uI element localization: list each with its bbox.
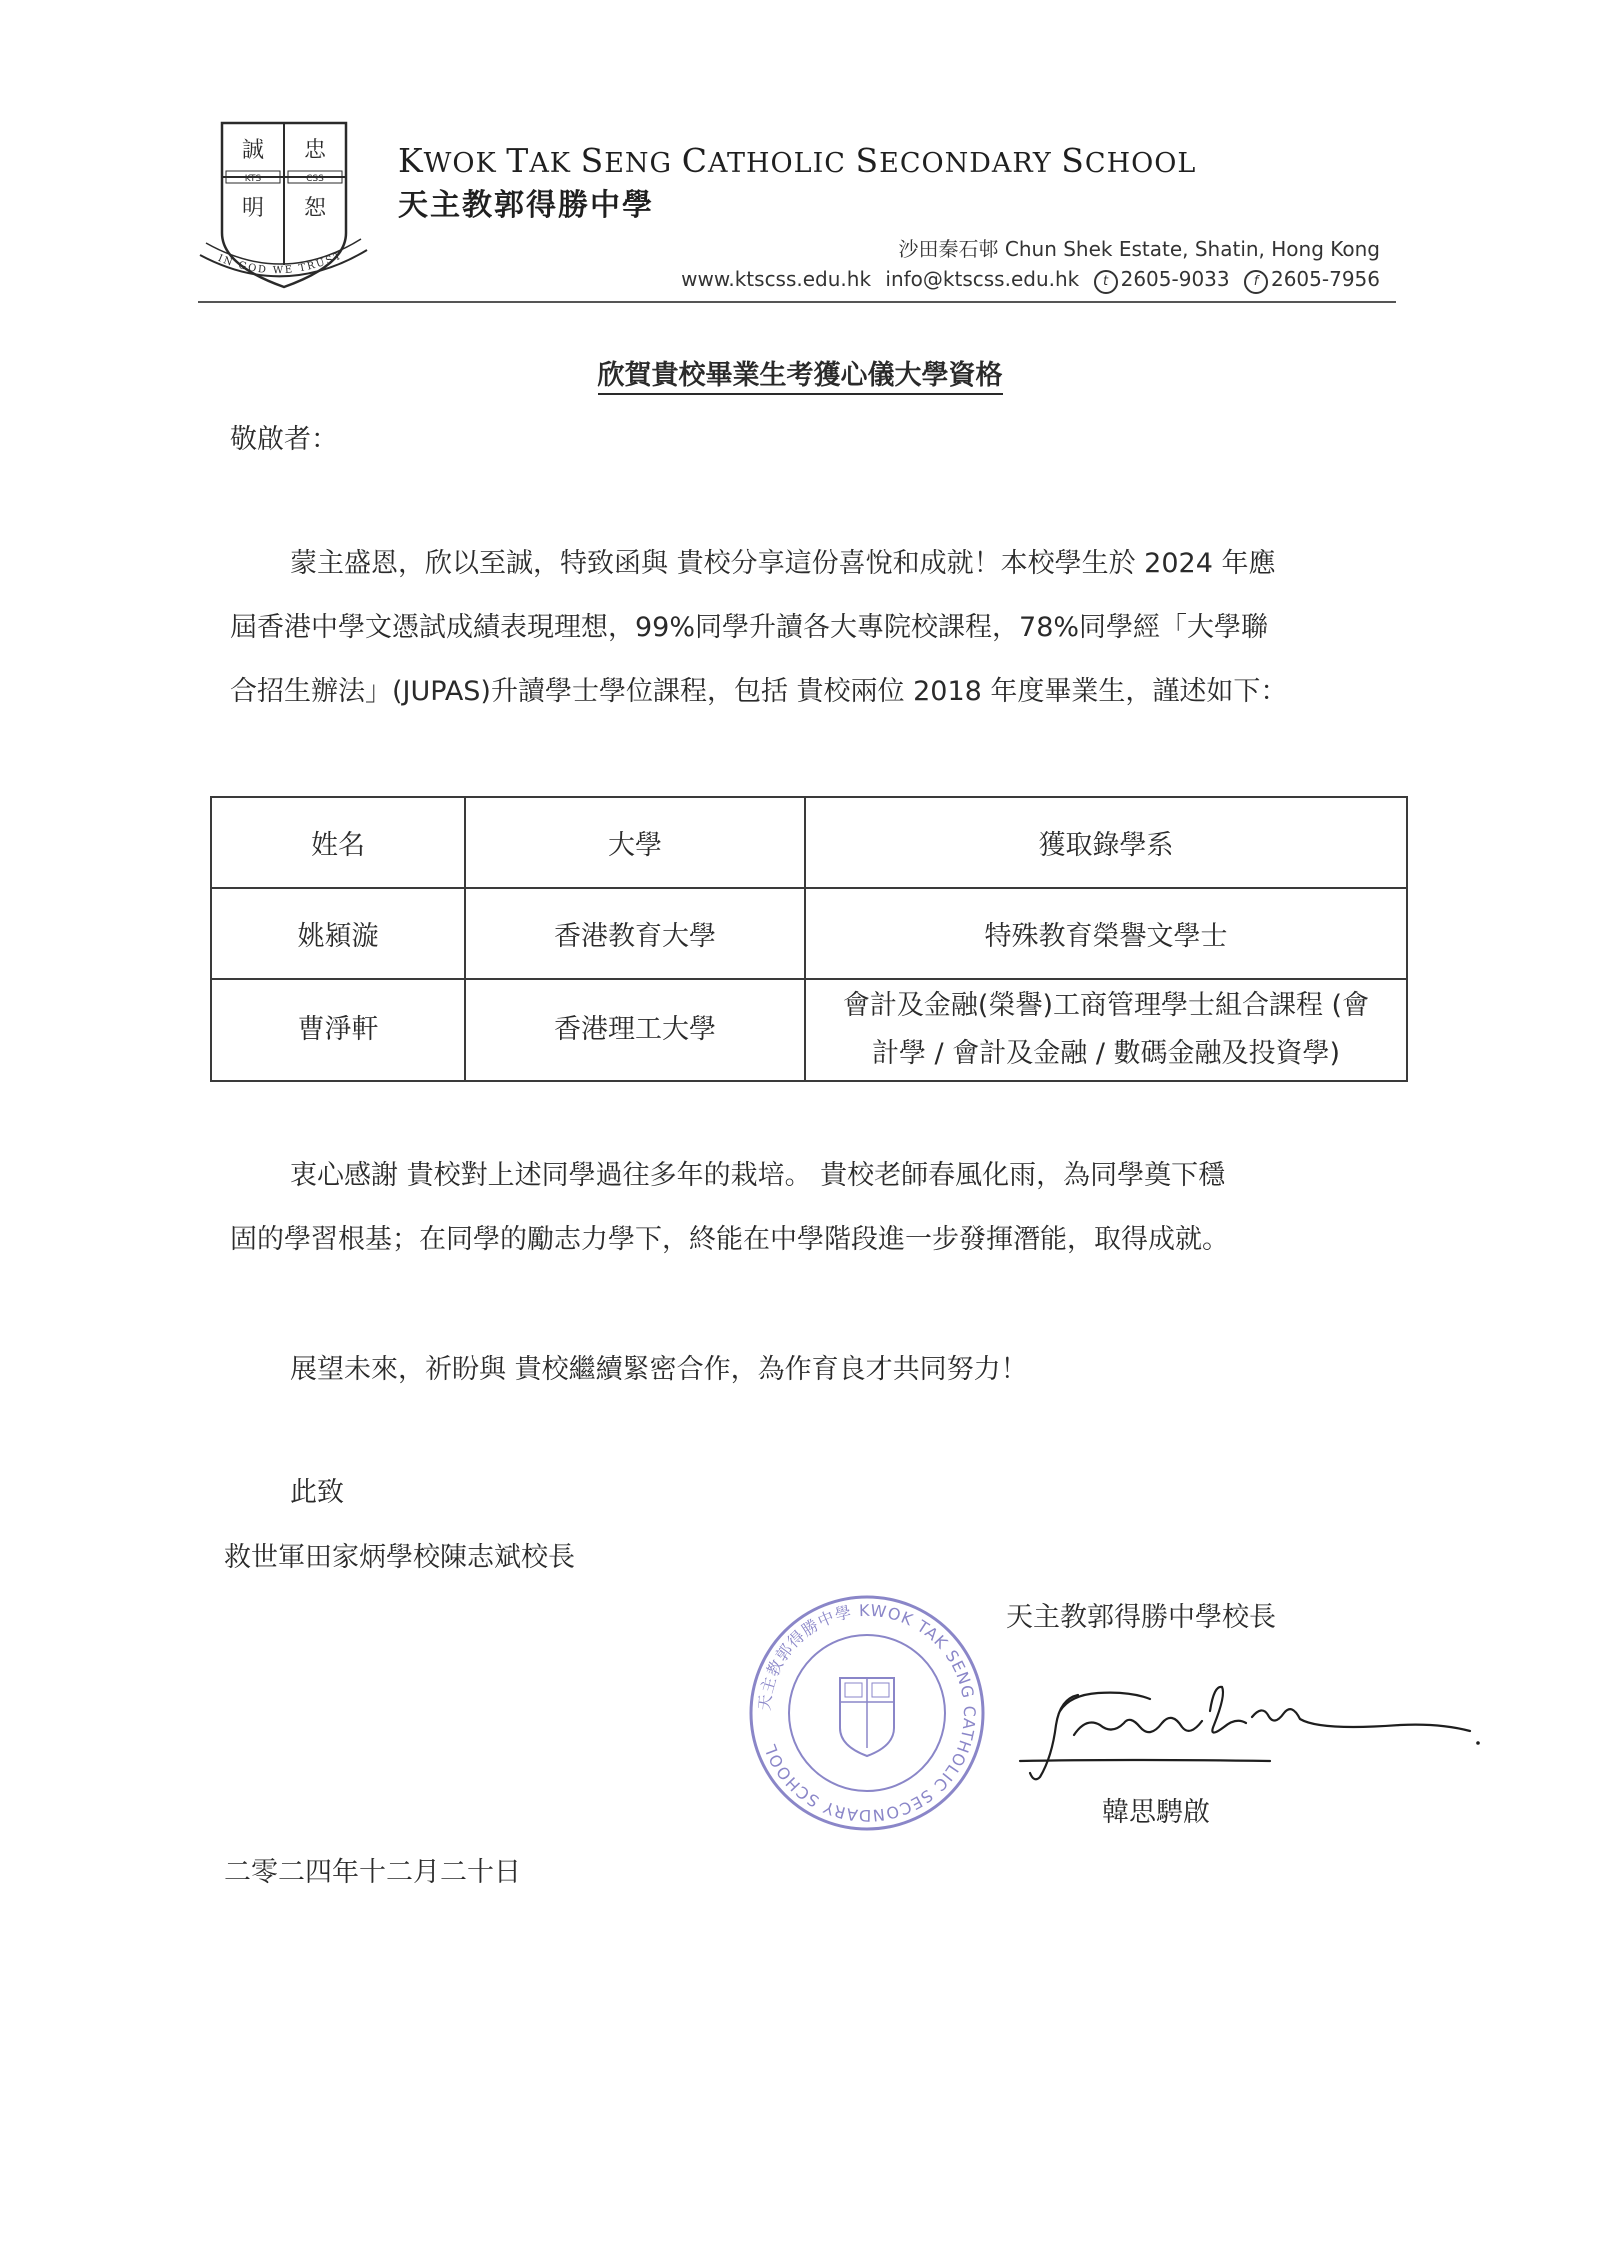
website-link[interactable]: www.ktscss.edu.hk [681, 267, 872, 291]
school-name-en: KWOK TAK SENG CATHOLIC SECONDARY SCHOOL [398, 141, 1197, 180]
seal-ring-text: 天主教郭得勝中學 KWOK TAK SENG CATHOLIC SECONDARY SCHOOL [754, 1600, 980, 1826]
paragraph-2 [230, 1144, 1390, 1272]
signer-name: 韓思騁啟 [1102, 1797, 1210, 1828]
crest-char-3: 明 [241, 196, 265, 221]
paragraph-2-line: 衷心感謝 貴校對上述同學過往多年的栽培。 貴校老師春風化雨，為同學奠下穩 [290, 1160, 1226, 1191]
paragraph-1-line: 蒙主盛恩，欣以至誠，特致函與 貴校分享這份喜悅和成就！本校學生於 2024 年應 [290, 548, 1276, 579]
paragraph-2-line: 固的學習根基；在同學的勵志力學下，終能在中學階段進一步發揮潛能，取得成就。 [230, 1224, 1229, 1255]
crest-motto: IN GOD WE TRUST [216, 250, 345, 277]
closing: 此致 [290, 1477, 344, 1508]
principal-signature [1000, 1665, 1490, 1795]
svg-text:IN GOD WE TRUST [216, 250, 344, 276]
school-name-zh: 天主教郭得勝中學 [398, 188, 654, 223]
header-programme: 獲取錄學系 [805, 797, 1407, 888]
crest-abbr-left: KTS [244, 174, 262, 184]
student-programme: 特殊教育榮譽文學士 [805, 888, 1407, 979]
table-row [211, 979, 1407, 1081]
student-name: 曹淨軒 [211, 979, 465, 1081]
school-address: 沙田秦石邨 Chun Shek Estate, Shatin, Hong Kong [898, 237, 1380, 261]
table-header-row [211, 797, 1407, 888]
paragraph-1-line: 屆香港中學文憑試成績表現理想，99%同學升讀各大專院校課程，78%同學經「大學聯 [230, 612, 1269, 643]
telephone: t 2605-9033 [1094, 267, 1230, 291]
crest-abbr-right: CSS [306, 174, 324, 184]
signer-title: 天主教郭得勝中學校長 [1006, 1602, 1276, 1633]
student-university: 香港理工大學 [465, 979, 805, 1081]
admission-table [210, 796, 1408, 1082]
header-name: 姓名 [211, 797, 465, 888]
table-row [211, 888, 1407, 979]
paragraph-3 [230, 1338, 1390, 1402]
letterhead-divider [198, 301, 1396, 303]
salutation: 敬啟者： [230, 424, 338, 455]
header-university: 大學 [465, 797, 805, 888]
phone-icon: t [1094, 270, 1118, 294]
email-link[interactable]: info@ktscss.edu.hk [885, 267, 1080, 291]
recipient: 救世軍田家炳學校陳志斌校長 [224, 1542, 575, 1573]
paragraph-1 [230, 532, 1390, 724]
paragraph-3-line: 展望未來，祈盼與 貴校繼續緊密合作，為作育良才共同努力！ [290, 1354, 1028, 1385]
crest-char-4: 恕 [303, 196, 327, 221]
crest-char-1: 誠 [241, 138, 265, 163]
crest-char-2: 忠 [303, 138, 327, 163]
fax: f 2605-7956 [1244, 267, 1380, 291]
student-programme: 會計及金融(榮譽)工商管理學士組合課程 (會 計學 / 會計及金融 / 數碼金融及投資學) [805, 979, 1407, 1081]
letter-subject: 欣賀貴校畢業生考獲心儀大學資格 [0, 353, 1600, 392]
school-contact [673, 267, 1380, 294]
letter-date: 二零二四年十二月二十日 [224, 1857, 521, 1888]
student-university: 香港教育大學 [465, 888, 805, 979]
student-name: 姚潁漩 [211, 888, 465, 979]
school-crest-logo [196, 115, 371, 295]
school-seal-stamp [744, 1590, 990, 1836]
paragraph-1-line: 合招生辦法」(JUPAS)升讀學士學位課程，包括 貴校兩位 2018 年度畢業生，謹述如下： [230, 676, 1288, 707]
fax-icon: f [1244, 270, 1268, 294]
